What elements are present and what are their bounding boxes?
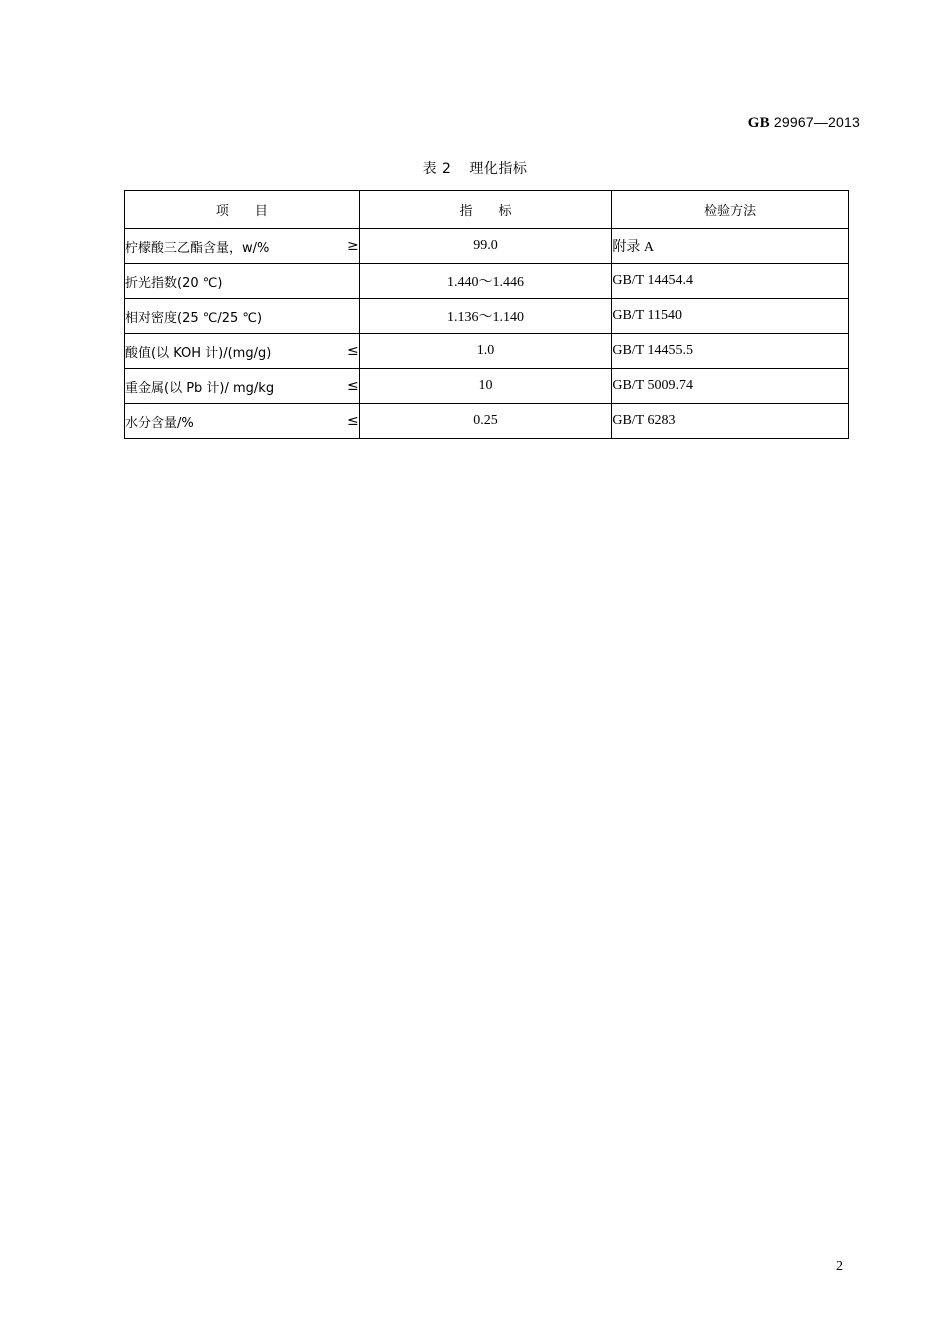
row-value-cell: 0.25 — [359, 404, 612, 439]
spec-table — [124, 190, 849, 439]
item-label: 折光指数(20 ℃) — [125, 275, 223, 291]
column-header-item: 项 目 — [125, 191, 360, 229]
item-label: 柠檬酸三乙酯含量，w/% — [125, 240, 270, 256]
comparison-symbol: ≤ — [346, 343, 359, 359]
standard-number — [748, 114, 860, 132]
table-row — [125, 299, 849, 334]
row-item-cell — [125, 369, 360, 404]
row-method-cell: GB/T 14455.5 — [612, 334, 849, 369]
table-row — [125, 229, 849, 264]
comparison-symbol: ≤ — [346, 378, 359, 394]
column-header-value: 指 标 — [359, 191, 612, 229]
row-item-cell — [125, 404, 360, 439]
table-header-row — [125, 191, 849, 229]
row-method-cell: GB/T 11540 — [612, 299, 849, 334]
row-value-cell: 10 — [359, 369, 612, 404]
column-header-method: 检验方法 — [612, 191, 849, 229]
item-label: 酸值(以 KOH 计)/(mg/g) — [125, 345, 272, 361]
page-number: 2 — [836, 1259, 843, 1274]
standard-code: 29967—2013 — [769, 114, 860, 130]
table-row — [125, 404, 849, 439]
table-row — [125, 264, 849, 299]
row-method-cell: GB/T 5009.74 — [612, 369, 849, 404]
row-item-cell — [125, 264, 360, 299]
row-value-cell: 1.0 — [359, 334, 612, 369]
row-value-cell: 1.440～1.446 — [359, 264, 612, 299]
row-value-cell: 1.136～1.140 — [359, 299, 612, 334]
row-value-cell: 99.0 — [359, 229, 612, 264]
row-method-cell: GB/T 14454.4 — [612, 264, 849, 299]
table-title — [0, 158, 950, 178]
comparison-symbol: ≤ — [346, 413, 359, 429]
row-item-cell — [125, 229, 360, 264]
row-item-cell — [125, 334, 360, 369]
item-label: 相对密度(25 ℃/25 ℃) — [125, 310, 263, 326]
row-item-cell — [125, 299, 360, 334]
table-row — [125, 369, 849, 404]
table-label: 表 2 — [422, 161, 452, 177]
row-method-cell: 附录 A — [612, 229, 849, 264]
table-row — [125, 334, 849, 369]
row-method-cell: GB/T 6283 — [612, 404, 849, 439]
standard-prefix: GB — [747, 115, 770, 131]
comparison-symbol: ≥ — [346, 238, 359, 254]
item-label: 水分含量/% — [125, 415, 194, 431]
table-caption: 理化指标 — [469, 161, 528, 177]
item-label: 重金属(以 Pb 计)/ mg/kg — [125, 380, 275, 396]
